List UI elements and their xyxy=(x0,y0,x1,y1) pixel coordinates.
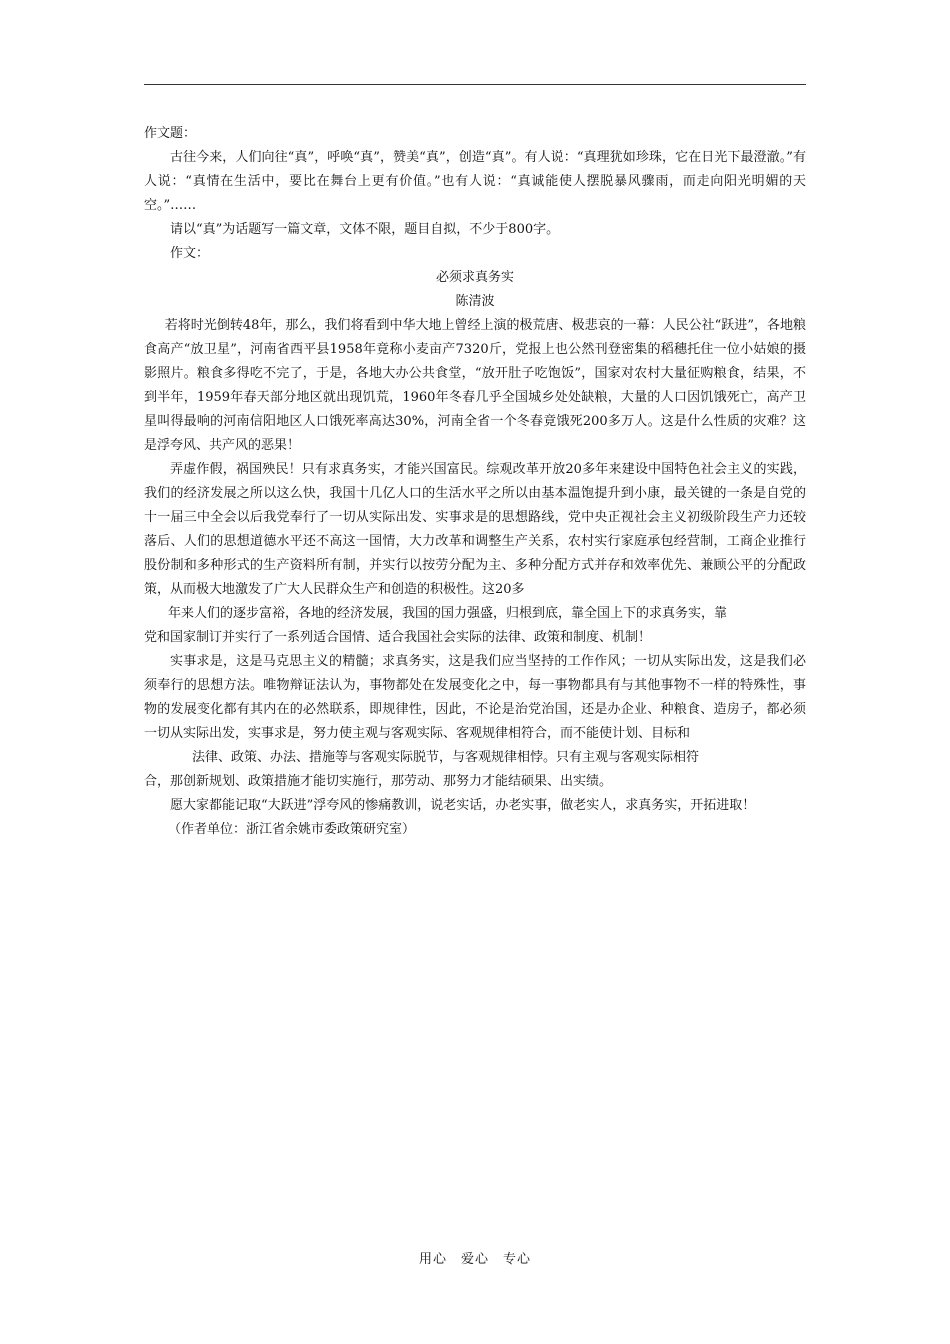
essay-title: 必须求真务实 xyxy=(435,270,514,285)
essay-label: 作文： xyxy=(170,246,210,261)
prompt-requirement: 请以“真”为话题写一篇文章，文体不限，题目自拟，不少于800字。 xyxy=(170,222,560,237)
essay-paragraph-3-end: 合，那创新规划、政策措施才能切实施行，那劳动、那努力才能结硕果、出实绩。 xyxy=(144,774,613,789)
essay-paragraph-3-cont: 法律、政策、办法、措施等与客观实际脱节，与客观规律相悖。只有主观与客观实际相符 xyxy=(192,750,700,765)
essay-author: 陈清波 xyxy=(455,294,495,309)
essay-paragraph-2-cont: 年来人们的逐步富裕，各地的经济发展，我国的国力强盛，归根到底，靠全国上下的求真务实，靠 xyxy=(168,606,728,621)
page-footer: 用心 爱心 专心 xyxy=(418,1252,531,1267)
header-rule xyxy=(144,84,806,85)
prompt-paragraph: 古往今来，人们向往“真”，呼唤“真”，赞美“真”，创造“真”。有人说：“真理犹如珍珠，它在日光下最澄澈。”有人说：“真情在生活中，要比在舞台上更有价值。”也有人说：“真诚能使人摆脱暴风骤雨，而走向阳光明媚的天空。”…… xyxy=(144,150,806,213)
author-affiliation: （作者单位：浙江省余姚市委政策研究室） xyxy=(168,822,416,837)
essay-paragraph-2-end: 党和国家制订并实行了一系列适合国情、适合我国社会实际的法律、政策和制度、机制！ xyxy=(144,630,652,645)
essay-paragraph-4: 愿大家都能记取“大跃进”浮夸风的惨痛教训，说老实话，办老实事，做老实人，求真务实，开拓进取！ xyxy=(170,798,756,813)
essay-paragraph-2: 弄虚作假，祸国殃民！只有求真务实，才能兴国富民。综观改革开放20多年来建设中国特色社会主义的实践，我们的经济发展之所以这么快，我国十几亿人口的生活水平之所以由基本温饱提升到小康，最关键的一条是自党的十一届三中全会以后我党奉行了一切从实际出发、实事求是的思想路线，党中央正视社会主义初级阶段生产力还较落后、人们的思想道德水平还不高这一国情，大力改革和调整生产关系，农村实行家庭承包经营制，工商企业推行股份制和多种形式的生产资料所有制，并实行以按劳分配为主、多种分配方式并存和效率优先、兼顾公平的分配政策，从而极大地激发了广大人民群众生产和创造的积极性。这20多 xyxy=(144,462,806,597)
essay-paragraph-3: 实事求是，这是马克思主义的精髓；求真务实，这是我们应当坚持的工作作风；一切从实际出发，这是我们必须奉行的思想方法。唯物辩证法认为，事物都处在发展变化之中，每一事物都具有与其他事物不一样的特殊性，事物的发展变化都有其内在的必然联系，即规律性，因此，不论是治党治国，还是办企业、种粮食、造房子，都必须一切从实际出发，实事求是，努力使主观与客观实际、客观规律相符合，而不能使计划、目标和 xyxy=(144,654,806,741)
document-body xyxy=(144,122,806,842)
prompt-label: 作文题： xyxy=(144,126,197,141)
essay-paragraph-1: 若将时光倒转48年，那么，我们将看到中华大地上曾经上演的极荒唐、极悲哀的一幕：人民公社“跃进”，各地粮食高产“放卫星”，河南省西平县1958年竟称小麦亩产7320斤，党报上也公然刊登密集的稻穗托住一位小姑娘的摄影照片。粮食多得吃不完了，于是，各地大办公共食堂，“放开肚子吃饱饭”，国家对农村大量征购粮食，结果，不到半年，1959年春天部分地区就出现饥荒，1960年冬春几乎全国城乡处处缺粮，大量的人口因饥饿死亡，高产卫星叫得最响的河南信阳地区人口饿死率高达30%，河南全省一个冬春竟饿死200多万人。这是什么性质的灾难？这是浮夸风、共产风的恶果！ xyxy=(144,318,806,453)
